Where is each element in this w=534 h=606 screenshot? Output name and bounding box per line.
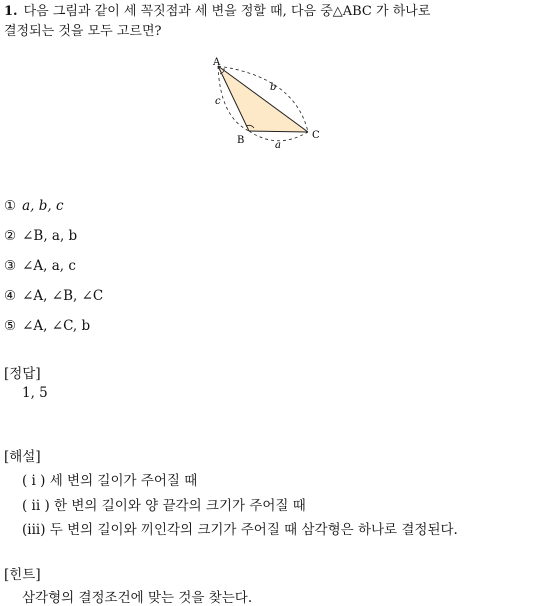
option-2-text: ∠B, a, b xyxy=(22,228,78,244)
vertex-b-label: B xyxy=(237,135,245,146)
explanation-label: [해설] xyxy=(4,449,41,465)
option-5-mark: ⑤ xyxy=(4,318,17,334)
option-4[interactable] xyxy=(4,288,103,304)
option-1[interactable] xyxy=(4,198,64,214)
triangle-figure xyxy=(205,52,335,152)
option-2-mark: ② xyxy=(4,228,17,244)
explanation-item-3: (iii) 두 변의 길이와 끼인각의 크기가 주어질 때 삼각형은 하나로 결정된다. xyxy=(22,522,458,538)
vertex-c-label: C xyxy=(312,130,320,141)
side-a-label: a xyxy=(275,140,281,151)
option-1-mark: ① xyxy=(4,198,17,214)
vertex-a-label: A xyxy=(213,57,221,68)
hint-text: 삼각형의 결정조건에 맞는 것을 찾는다. xyxy=(22,590,253,606)
question-number: 1. xyxy=(4,4,18,19)
option-5-text: ∠A, ∠C, b xyxy=(22,318,91,334)
option-4-mark: ④ xyxy=(4,288,17,304)
option-3[interactable] xyxy=(4,258,76,274)
question-text-line-2: 결정되는 것을 모두 고르면? xyxy=(4,24,162,39)
answer-label: [정답] xyxy=(4,366,41,382)
hint-label: [힌트] xyxy=(4,567,41,583)
explanation-item-1: ( i ) 세 변의 길이가 주어질 때 xyxy=(22,473,198,489)
option-1-text: a, b, c xyxy=(22,198,64,214)
explanation-item-2: ( ii ) 한 변의 길이와 양 끝각의 크기가 주어질 때 xyxy=(22,498,306,514)
answer-value: 1, 5 xyxy=(22,385,48,401)
option-5[interactable] xyxy=(4,318,90,334)
side-b-label: b xyxy=(270,82,277,93)
question-line-1 xyxy=(4,2,430,22)
option-4-text: ∠A, ∠B, ∠C xyxy=(22,288,104,304)
side-c-label: c xyxy=(215,96,221,107)
option-3-mark: ③ xyxy=(4,258,17,274)
question-text-line-1: 다음 그림과 같이 세 꼭짓점과 세 변을 정할 때, 다음 중△ABC 가 하나로 xyxy=(23,4,431,19)
option-2[interactable] xyxy=(4,228,77,244)
option-3-text: ∠A, a, c xyxy=(22,258,76,274)
